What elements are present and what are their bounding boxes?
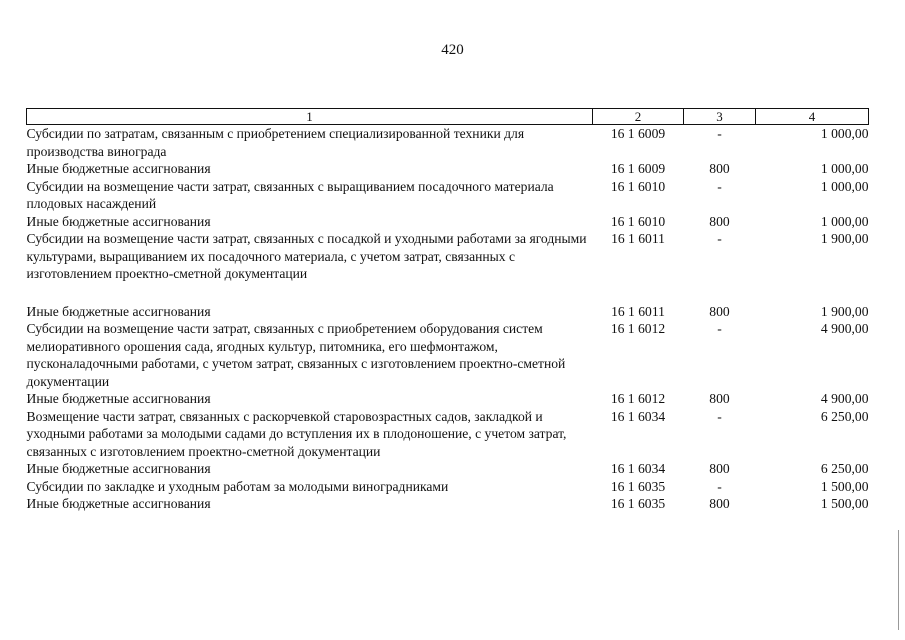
row-name: Субсидии на возмещение части затрат, связанных с приобретением оборудования систем мелиоративного орошения сада, ягодных культур, питомника, его шефмонтажом, пусконаладочными работами, с учетом затрат, связанных с изготовлением проектно-сметной документации	[26, 321, 566, 389]
row-name: Иные бюджетные ассигнования	[26, 161, 211, 176]
row-amount: 1 000,00	[820, 126, 869, 141]
row-name: Субсидии по затратам, связанным с приобретением специализированной техники для производства винограда	[26, 126, 525, 159]
column-header-4: 4	[756, 109, 869, 125]
row-code: 16 1 6011	[611, 231, 665, 246]
row-expense-type: 800	[709, 213, 730, 229]
row-expense-type: -	[717, 126, 722, 141]
row-expense-type: 800	[709, 161, 730, 176]
row-code: 16 1 6035	[610, 478, 666, 494]
row-expense-type: 800	[709, 391, 730, 406]
page-number: 420	[441, 42, 464, 58]
row-code: 16 1 6012	[610, 321, 666, 336]
row-code: 16 1 6035	[610, 496, 666, 511]
row-code: 16 1 6012	[610, 391, 666, 406]
table-row	[27, 303, 869, 321]
row-expense-type: 800	[709, 303, 730, 319]
table-row	[27, 495, 869, 513]
row-expense-type: -	[717, 408, 722, 424]
budget-table	[26, 108, 869, 513]
row-amount: 1 000,00	[820, 178, 869, 194]
row-name: Иные бюджетные ассигнования	[26, 496, 211, 511]
row-code: 16 1 6009	[610, 126, 666, 141]
table-row	[27, 390, 869, 408]
row-expense-type: 800	[709, 461, 730, 476]
row-name: Иные бюджетные ассигнования	[26, 461, 211, 476]
row-code: 16 1 6009	[610, 161, 666, 176]
table-row	[27, 478, 869, 496]
row-amount: 1 500,00	[820, 496, 869, 511]
table-row	[27, 178, 869, 213]
row-amount: 1 000,00	[820, 213, 869, 229]
column-header-1: 1	[27, 109, 593, 125]
row-name: Иные бюджетные ассигнования	[26, 391, 211, 406]
row-code: 16 1 6011	[611, 303, 665, 319]
row-amount: 1 000,00	[820, 161, 869, 176]
row-name: Субсидии на возмещение части затрат, связанных с посадкой и уходными работами за ягодными культурами, выращиванием их посадочного материала, с учетом затрат, связанных с изготовлением проектно-сметной документации	[26, 231, 587, 281]
table-row	[27, 125, 869, 161]
table-row	[27, 460, 869, 478]
row-name: Субсидии на возмещение части затрат, связанных с выращиванием посадочного материала плодовых насаждений	[26, 178, 554, 211]
row-code: 16 1 6034	[610, 461, 666, 476]
row-amount: 1 900,00	[820, 231, 869, 246]
row-expense-type: -	[717, 178, 722, 194]
table-row	[27, 320, 869, 390]
row-name: Субсидии по закладке и уходным работам за молодыми виноградниками	[26, 478, 449, 494]
table-row	[27, 213, 869, 231]
row-amount: 6 250,00	[820, 408, 869, 424]
scan-edge-line	[898, 530, 899, 630]
row-expense-type: -	[717, 478, 722, 494]
row-expense-type: 800	[709, 496, 730, 511]
row-expense-type: -	[717, 231, 722, 246]
row-amount: 4 900,00	[820, 391, 869, 406]
table-row	[27, 230, 869, 303]
row-code: 16 1 6010	[610, 213, 666, 229]
row-code: 16 1 6010	[610, 178, 666, 194]
column-header-2: 2	[593, 109, 684, 125]
table-body	[27, 125, 869, 513]
table-header-row	[27, 109, 869, 125]
row-amount: 1 500,00	[820, 478, 869, 494]
table-row	[27, 408, 869, 461]
row-name: Возмещение части затрат, связанных с раскорчевкой старовозрастных садов, закладкой и уходными работами за молодыми садами до вступления их в плодоношение, с учетом затрат, связанных с изготовлением проектно-сметной документации	[26, 408, 567, 459]
row-code: 16 1 6034	[610, 408, 666, 424]
table-row	[27, 160, 869, 178]
row-expense-type: -	[717, 321, 722, 336]
column-header-3: 3	[684, 109, 756, 125]
row-amount: 1 900,00	[820, 303, 869, 319]
row-name: Иные бюджетные ассигнования	[26, 303, 211, 319]
row-amount: 6 250,00	[820, 461, 869, 476]
row-amount: 4 900,00	[820, 321, 869, 336]
row-name: Иные бюджетные ассигнования	[26, 213, 211, 229]
